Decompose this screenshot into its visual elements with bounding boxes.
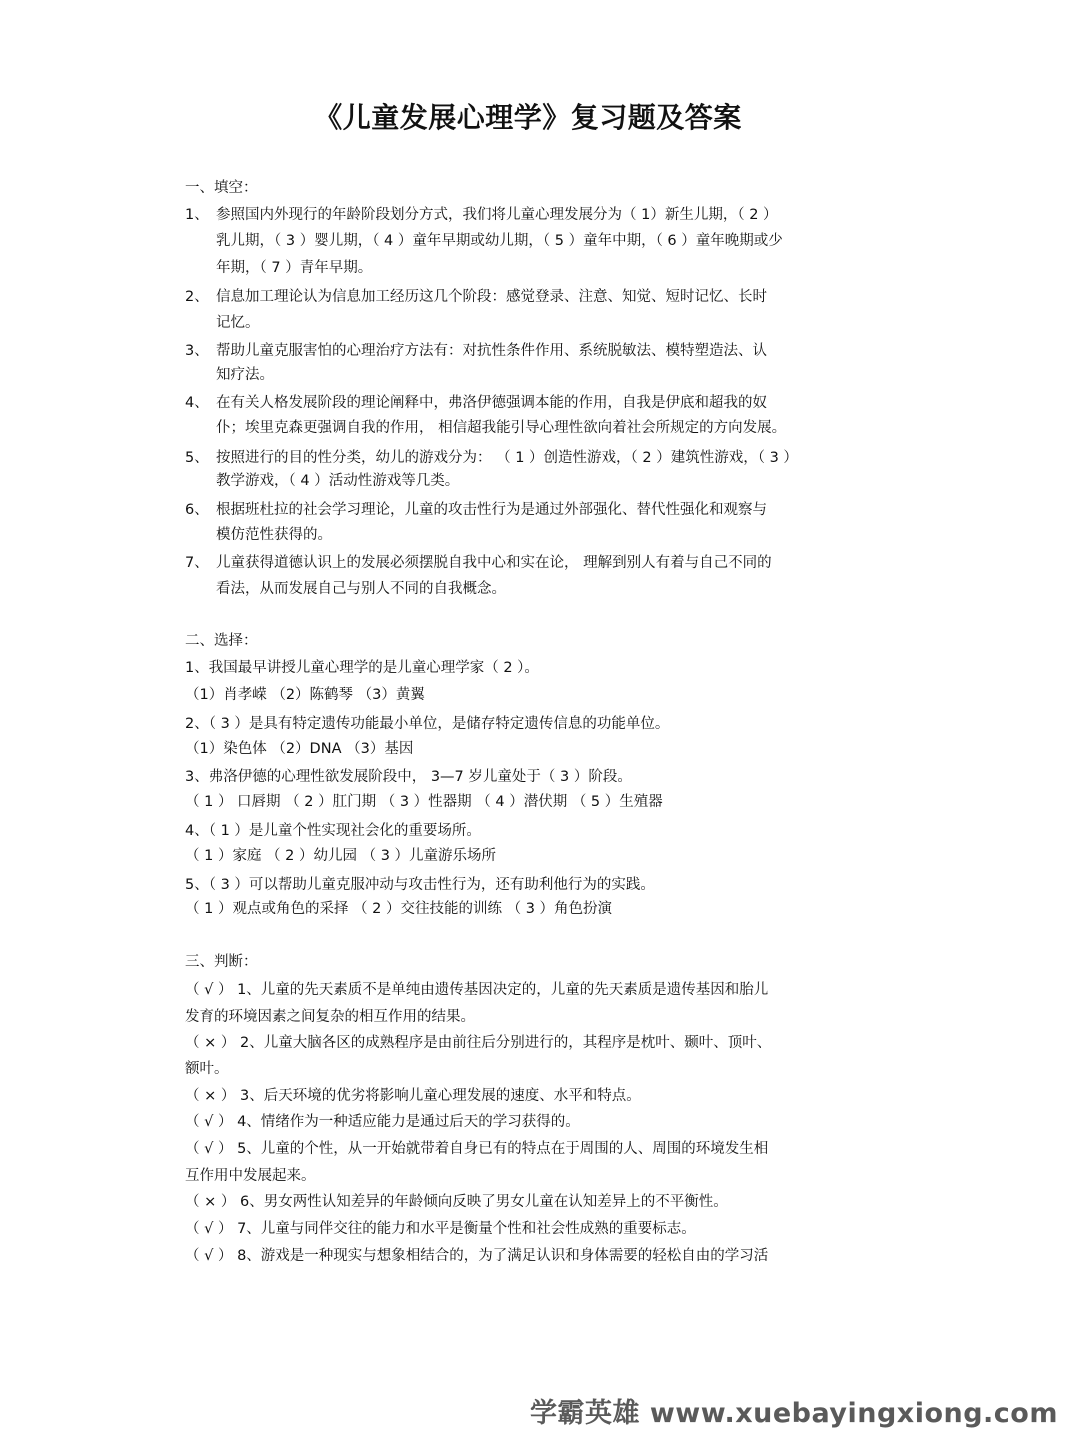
judgement-line: 发育的环境因素之间复杂的相互作用的结果。: [185, 1009, 475, 1025]
judgement-line: （ √ ） 8、游戏是一种现实与想象相结合的，为了满足认识和身体需要的轻松自由的学习活: [185, 1248, 769, 1264]
judgement-line: （ × ） 3、后天环境的优劣将影响儿童心理发展的速度、水平和特点。: [185, 1088, 641, 1104]
question-line: 2、（ 3 ）是具有特定遗传功能最小单位，是储存特定遗传信息的功能单位。: [185, 716, 670, 732]
question-line: 4、（ 1 ）是儿童个性实现社会化的重要场所。: [185, 823, 481, 839]
item-number: 6、: [185, 502, 209, 518]
section3-heading: 三、判断：: [185, 954, 258, 970]
item-line: 记忆。: [216, 315, 260, 331]
options-line: （ 1 ）观点或角色的采择 （ 2 ）交往技能的训练 （ 3 ）角色扮演: [185, 901, 613, 917]
item-number: 1、: [185, 207, 209, 223]
section1-heading: 一、填空：: [185, 180, 258, 196]
item-line: 儿童获得道德认识上的发展必须摆脱自我中心和实在论， 理解到别人有着与自己不同的: [216, 555, 772, 571]
judgement-line: 互作用中发展起来。: [185, 1168, 316, 1184]
item-number: 4、: [185, 395, 209, 411]
question-line: 3、弗洛伊德的心理性欲发展阶段中， 3—7 岁儿童处于（ 3 ）阶段。: [185, 769, 632, 785]
item-line: 年期，（ 7 ）青年早期。: [216, 260, 373, 276]
item-line: 信息加工理论认为信息加工经历这几个阶段：感觉登录、注意、知觉、短时记忆、长时: [216, 289, 767, 305]
watermark-text: 学霸英雄 www.xuebayingxiong.com: [529, 1398, 1058, 1429]
item-line: 按照进行的目的性分类，幼儿的游戏分为： （ 1 ）创造性游戏，（ 2 ）建筑性游戏，（ 3 ）: [216, 450, 798, 466]
item-line: 帮助儿童克服害怕的心理治疗方法有：对抗性条件作用、系统脱敏法、模特塑造法、认: [216, 343, 767, 359]
item-number: 2、: [185, 289, 209, 305]
item-line: 仆；埃里克森更强调自我的作用， 相信超我能引导心理性欲向着社会所规定的方向发展。: [216, 420, 787, 436]
item-line: 模仿范性获得的。: [216, 527, 332, 543]
item-line: 在有关人格发展阶段的理论阐释中，弗洛伊德强调本能的作用，自我是伊底和超我的奴: [216, 395, 767, 411]
options-line: （ 1 ）家庭 （ 2 ）幼儿园 （ 3 ）儿童游乐场所: [185, 848, 497, 864]
judgement-line: 额叶。: [185, 1061, 229, 1077]
judgement-line: （ √ ） 1、儿童的先天素质不是单纯由遗传基因决定的，儿童的先天素质是遗传基因和胎儿: [185, 982, 769, 998]
item-number: 5、: [185, 450, 209, 466]
item-line: 根据班杜拉的社会学习理论，儿童的攻击性行为是通过外部强化、替代性强化和观察与: [216, 502, 767, 518]
judgement-line: （ × ） 2、儿童大脑各区的成熟程序是由前往后分别进行的，其程序是枕叶、颞叶、顶叶、: [185, 1035, 772, 1051]
options-line: （1）染色体 （2）DNA （3）基因: [185, 741, 414, 757]
item-line: 教学游戏，（ 4 ）活动性游戏等几类。: [216, 473, 460, 489]
item-line: 看法，从而发展自己与别人不同的自我概念。: [216, 581, 506, 597]
item-line: 乳儿期，（ 3 ）婴儿期，（ 4 ）童年早期或幼儿期，（ 5 ）童年中期，（ 6 ）童年晚期或少: [216, 233, 783, 249]
question-line: 5、（ 3 ）可以帮助儿童克服冲动与攻击性行为，还有助利他行为的实践。: [185, 877, 655, 893]
item-line: 参照国内外现行的年龄阶段划分方式，我们将儿童心理发展分为（ 1）新生儿期，（ 2 ）: [216, 207, 778, 223]
item-number: 7、: [185, 555, 209, 571]
options-line: （1）肖孝嵘 （2）陈鹤琴 （3）黄翼: [185, 687, 425, 703]
question-line: 1、我国最早讲授儿童心理学的是儿童心理学家（ 2 ）。: [185, 660, 539, 676]
page-title: 《儿童发展心理学》复习题及答案: [314, 101, 742, 134]
judgement-line: （ √ ） 4、情绪作为一种适应能力是通过后天的学习获得的。: [185, 1114, 580, 1130]
judgement-line: （ × ） 6、男女两性认知差异的年龄倾向反映了男女儿童在认知差异上的不平衡性。: [185, 1194, 728, 1210]
judgement-line: （ √ ） 5、儿童的个性，从一开始就带着自身已有的特点在于周围的人、周围的环境发生相: [185, 1141, 769, 1157]
options-line: （ 1 ） 口唇期 （ 2 ）肛门期 （ 3 ）性器期 （ 4 ）潜伏期 （ 5 ）生殖器: [185, 794, 663, 810]
section2-heading: 二、选择：: [185, 633, 258, 649]
judgement-line: （ √ ） 7、儿童与同伴交往的能力和水平是衡量个性和社会性成熟的重要标志。: [185, 1221, 696, 1237]
item-line: 知疗法。: [216, 367, 274, 383]
item-number: 3、: [185, 343, 209, 359]
